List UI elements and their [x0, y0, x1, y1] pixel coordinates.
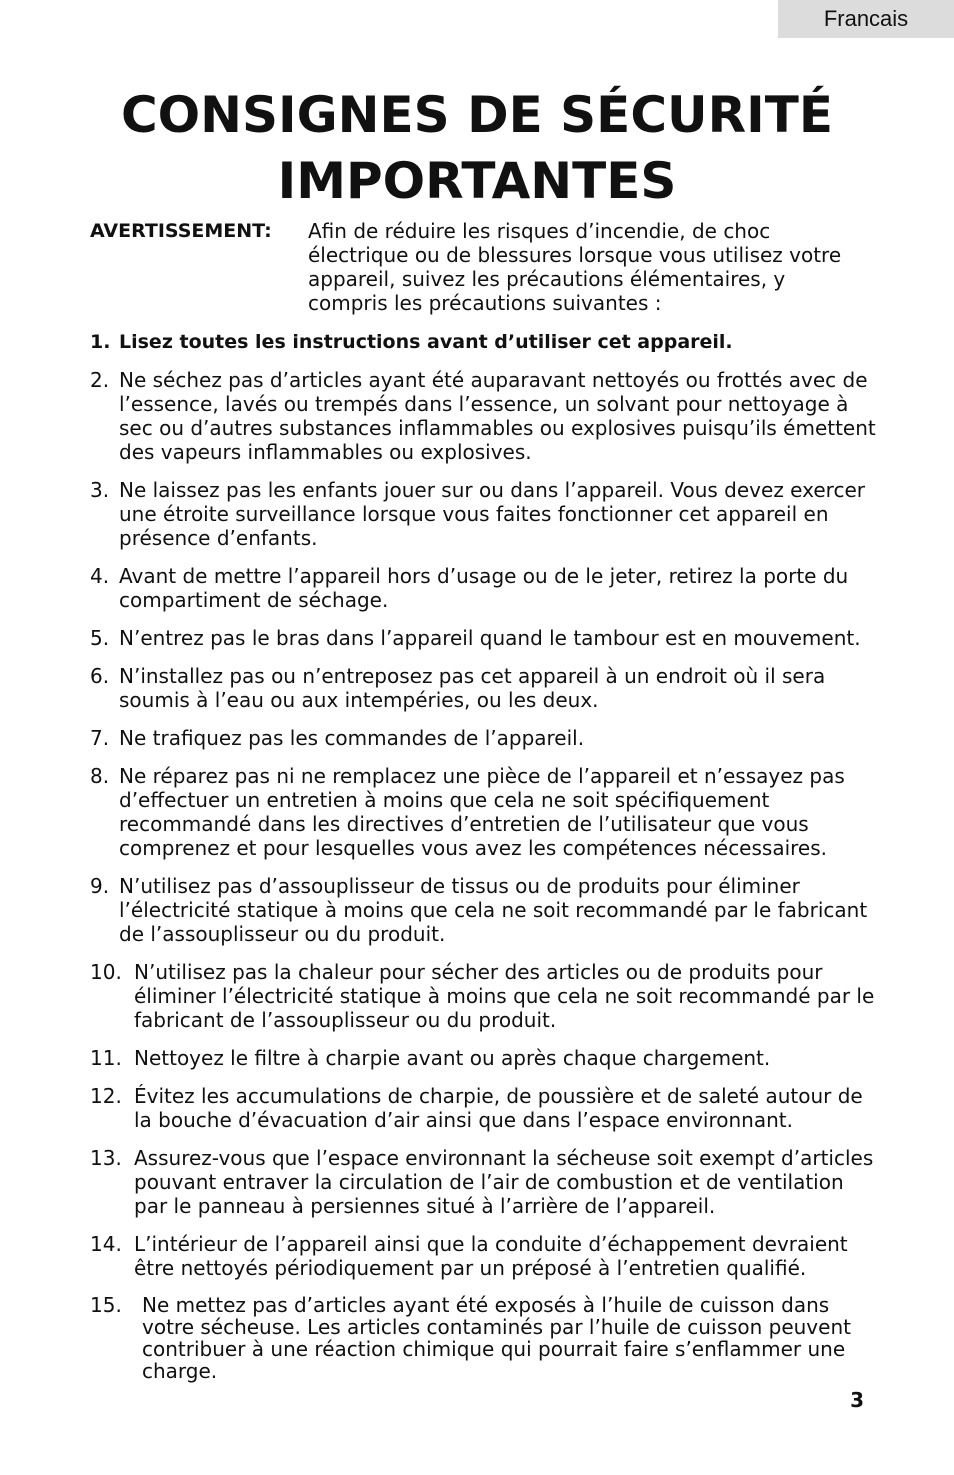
item-text: N’installez pas ou n’entreposez pas cet appareil à un endroit où il sera soumis à l’eau ou aux intempéries, ou les deux.	[119, 664, 826, 712]
list-item	[90, 564, 880, 612]
page-number: 3	[850, 1388, 864, 1412]
item-number: 11.	[90, 1046, 122, 1070]
list-item	[90, 1084, 880, 1132]
item-text: Ne laissez pas les enfants jouer sur ou dans l’appareil. Vous devez exercer une étroite surveillance lorsque vous faites fonctionner cet appareil en présence d’enfants.	[119, 478, 865, 550]
item-number: 5.	[90, 626, 110, 650]
item-number: 2.	[90, 368, 110, 392]
list-item	[90, 478, 880, 550]
list-item	[90, 664, 880, 712]
item-number: 7.	[90, 726, 110, 750]
item-text: N’entrez pas le bras dans l’appareil quand le tambour est en mouvement.	[119, 626, 861, 650]
item-text: L’intérieur de l’appareil ainsi que la conduite d’échappement devraient être nettoyés périodiquement par un préposé à l’entretien qualifié.	[134, 1232, 848, 1280]
item-text: Ne trafiquez pas les commandes de l’appareil.	[119, 726, 585, 750]
item-text: Nettoyez le filtre à charpie avant ou après chaque chargement.	[134, 1046, 771, 1070]
item-text: Évitez les accumulations de charpie, de poussière et de saleté autour de la bouche d’évacuation d’air ainsi que dans l’espace environnant.	[134, 1084, 863, 1132]
item-number: 3.	[90, 478, 110, 502]
title-line-2: IMPORTANTES	[277, 152, 677, 210]
list-item	[90, 368, 880, 464]
warning-text: Afin de réduire les risques d’incendie, de choc électrique ou de blessures lorsque vous utilisez votre appareil, suivez les précautions élémentaires, y compris les précautions suivantes :	[308, 219, 842, 315]
list-item	[90, 874, 880, 946]
list-item	[90, 1232, 880, 1280]
item-number: 12.	[90, 1084, 122, 1108]
item-number: 10.	[90, 960, 122, 984]
item-number: 13.	[90, 1146, 122, 1170]
list-item	[90, 764, 880, 860]
item-number: 9.	[90, 874, 110, 898]
item-number: 1.	[90, 331, 111, 353]
list-item	[90, 1146, 880, 1218]
item-text: Ne séchez pas d’articles ayant été auparavant nettoyés ou frottés avec de l’essence, lavés ou trempés dans l’essence, un solvant pour nettoyage à sec ou d’autres substances inflammables ou explosives puisqu’ils émettent des vapeurs inflammables ou explosives.	[119, 368, 876, 464]
item-text: Lisez toutes les instructions avant d’utiliser cet appareil.	[119, 331, 733, 353]
item-text: Avant de mettre l’appareil hors d’usage ou de le jeter, retirez la porte du compartiment de séchage.	[119, 564, 849, 612]
item-text: Ne mettez pas d’articles ayant été exposés à l’huile de cuisson dans votre sécheuse. Les articles contaminés par l’huile de cuisson peuvent contribuer à une réaction chimique qui pourrait faire s’enflammer une charge.	[142, 1293, 851, 1383]
list-item	[90, 726, 880, 750]
language-tab: Francais	[778, 0, 954, 38]
item-number: 14.	[90, 1232, 122, 1256]
item-number: 15.	[90, 1293, 122, 1317]
item-text: N’utilisez pas d’assouplisseur de tissus ou de produits pour éliminer l’électricité statique à moins que cela ne soit recommandé par le fabricant de l’assouplisseur ou du produit.	[119, 874, 868, 946]
item-number: 8.	[90, 764, 110, 788]
title-line-1: CONSIGNES DE SÉCURITÉ	[120, 86, 833, 144]
item-text: N’utilisez pas la chaleur pour sécher des articles ou de produits pour éliminer l’électricité statique à moins que cela ne soit recommandé par le fabricant de l’assouplisseur ou du produit.	[134, 960, 875, 1032]
page-title	[0, 82, 954, 214]
item-text: Assurez-vous que l’espace environnant la sécheuse soit exempt d’articles pouvant entraver la circulation de l’air de combustion et de ventilation par le panneau à persiennes situé à l’arrière de l’appareil.	[134, 1146, 874, 1218]
item-number: 4.	[90, 564, 110, 588]
list-item	[90, 626, 880, 650]
list-item	[90, 1294, 880, 1382]
list-item	[90, 960, 880, 1032]
list-item	[90, 1046, 880, 1070]
list-item	[90, 330, 880, 354]
item-text: Ne réparez pas ni ne remplacez une pièce de l’appareil et n’essayez pas d’effectuer un entretien à moins que cela ne soit spécifiquement recommandé dans les directives d’entretien de l’utilisateur que vous comprenez et pour lesquelles vous avez les compétences nécessaires.	[119, 764, 845, 860]
warning-label: AVERTISSEMENT:	[90, 220, 272, 242]
item-number: 6.	[90, 664, 110, 688]
safety-instructions-list	[90, 330, 880, 1396]
